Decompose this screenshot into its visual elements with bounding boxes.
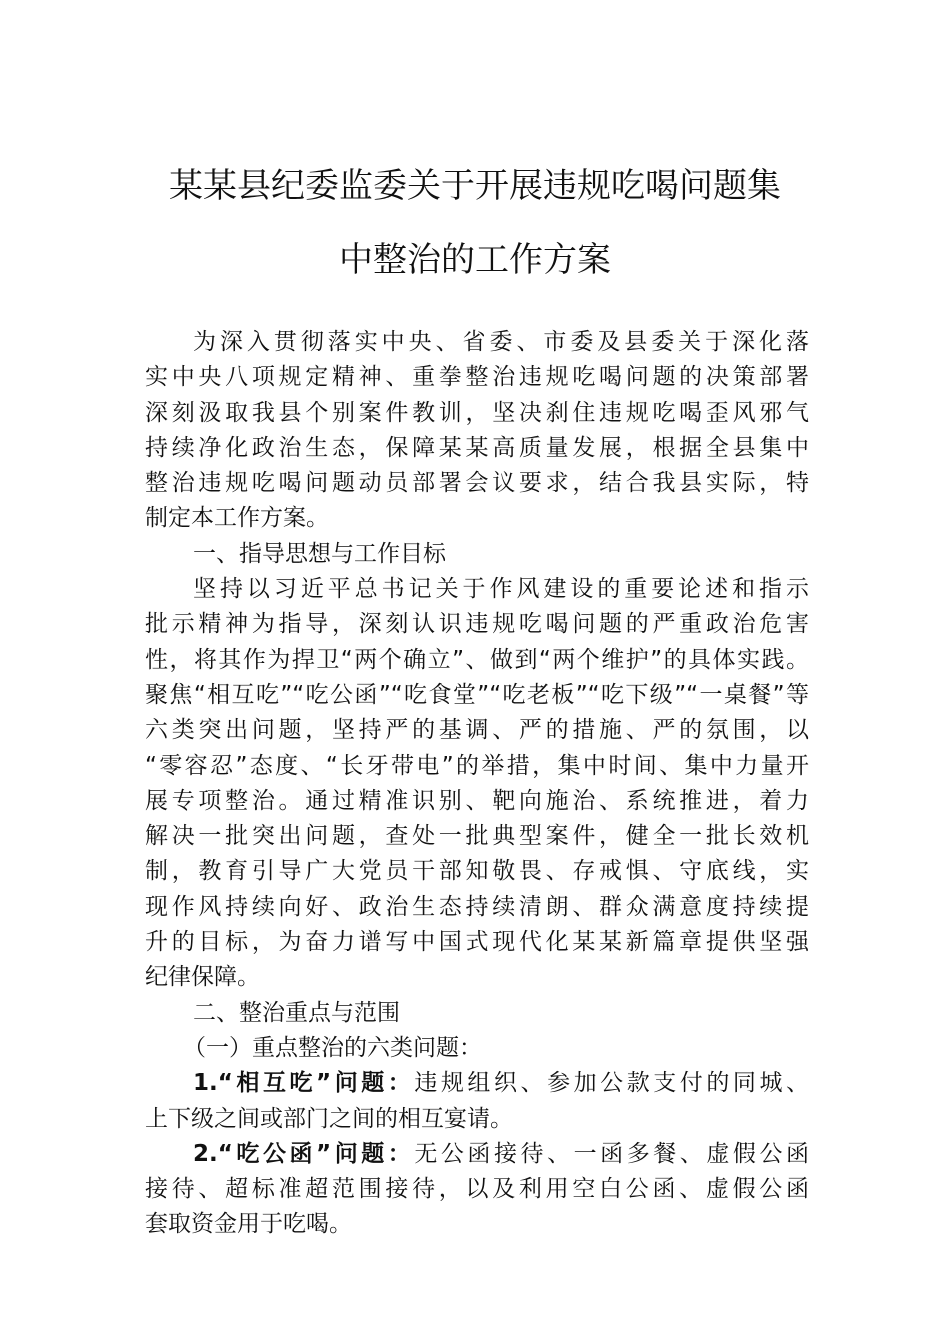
item-1-first-line (145, 1066, 809, 1101)
section1-line: 制，教育引导广大党员干部知敬畏、存戒惧、守底线，实 (145, 858, 809, 885)
item-2-first-line (145, 1137, 809, 1172)
intro-line: 整治违规吃喝问题动员部署会议要求，结合我县实际，特 (145, 470, 809, 497)
section1-line: 聚焦“相互吃”“吃公函”“吃食堂”“吃老板”“吃下级”“一桌餐”等 (145, 681, 809, 708)
section1-line: 纪律保障。 (145, 964, 260, 991)
intro-line: 制定本工作方案。 (145, 505, 329, 532)
document-title-line-1: 某某县纪委监委关于开展违规吃喝问题集 (169, 166, 781, 206)
section1-line: 解决一批突出问题，查处一批典型案件，健全一批长效机 (145, 823, 809, 850)
section-heading-focus-scope: 二、整治重点与范围 (193, 999, 400, 1026)
section1-line: 六类突出问题，坚持严的基调、严的措施、严的氛围，以 (145, 717, 809, 744)
section1-line: 现作风持续向好、政治生态持续清朗、群众满意度持续提 (145, 893, 809, 920)
item-1-text: 违规组织、参加公款支付的同城、 (414, 1070, 809, 1097)
item-1-line: 上下级之间或部门之间的相互宴请。 (145, 1105, 513, 1132)
subsection-heading-six-problems: （一）重点整治的六类问题： (183, 1034, 482, 1061)
item-2-line: 套取资金用于吃喝。 (145, 1211, 352, 1238)
item-2-line: 接待、超标准超范围接待，以及利用空白公函、虚假公函 (145, 1176, 809, 1203)
section1-line: 性，将其作为捍卫“两个确立”、做到“两个维护”的具体实践。 (145, 646, 809, 673)
item-2-text: 无公函接待、一函多餐、虚假公函 (414, 1140, 809, 1167)
intro-line: 深刻汲取我县个别案件教训，坚决刹住违规吃喝歪风邪气 (145, 399, 809, 426)
intro-line: 为深入贯彻落实中央、省委、市委及县委关于深化落 (193, 329, 809, 355)
item-2-label: 2.“吃公函”问题： (193, 1140, 415, 1167)
document-body (145, 325, 809, 1243)
document-title-line-2: 中整治的工作方案 (339, 240, 611, 280)
section-heading-guiding-ideology: 一、指导思想与工作目标 (193, 540, 446, 567)
section1-line: 展专项整治。通过精准识别、靶向施治、系统推进，着力 (145, 787, 809, 814)
item-1-label: 1.“相互吃”问题： (193, 1070, 415, 1097)
section1-line: 升的目标，为奋力谱写中国式现代化某某新篇章提供坚强 (145, 929, 809, 956)
section1-line: 批示精神为指导，深刻认识违规吃喝问题的严重政治危害 (145, 611, 809, 638)
intro-line: 实中央八项规定精神、重拳整治违规吃喝问题的决策部署 (145, 364, 809, 391)
section1-line: 坚持以习近平总书记关于作风建设的重要论述和指示 (193, 576, 809, 603)
intro-line: 持续净化政治生态，保障某某高质量发展，根据全县集中 (145, 434, 809, 461)
section1-line: “零容忍”态度、“长牙带电”的举措，集中时间、集中力量开 (145, 752, 809, 779)
